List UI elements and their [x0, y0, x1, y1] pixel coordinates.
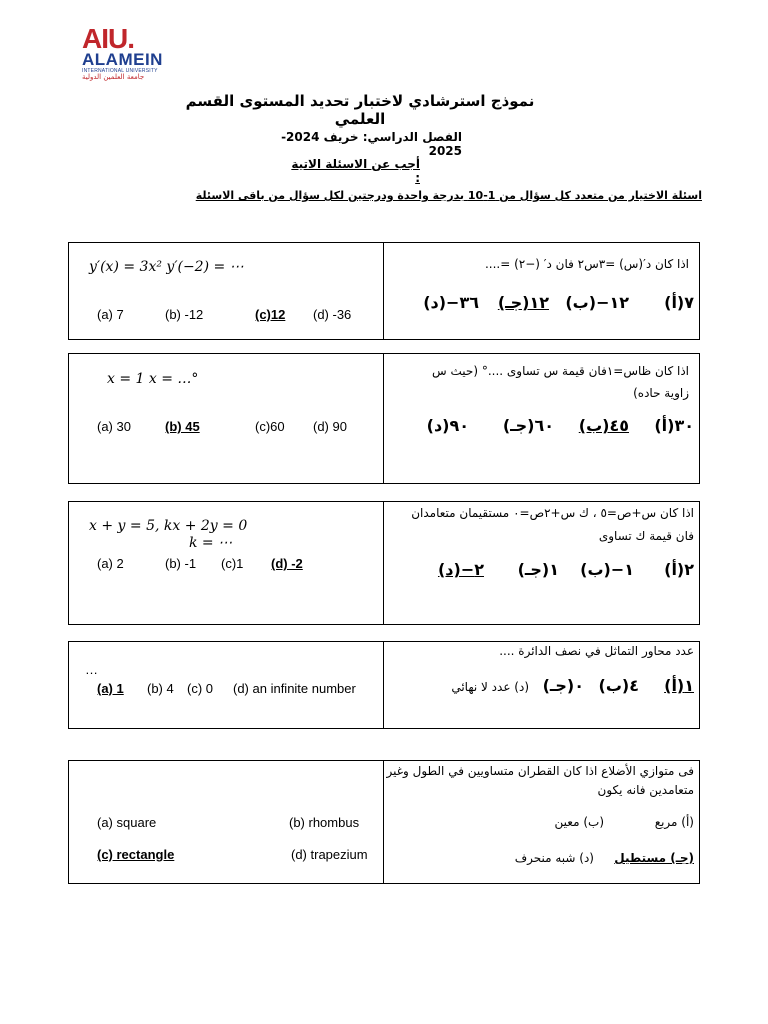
q4-ar-option-b: ٤(ب): [598, 676, 639, 695]
q2-ar-question: اذا كان ظاس=١فان قيمة س تساوى ....° (حيث س: [432, 364, 689, 378]
q5-ar-question: فى متوازي الأضلاع اذا كان القطران متساويين في الطول وغير: [386, 764, 694, 778]
q5-en-option-a: (a) square: [97, 815, 157, 830]
q4-en-expression: …: [85, 662, 98, 677]
question-box-2: [68, 353, 700, 484]
logo-alamein: ALAMEIN: [82, 50, 163, 69]
question-box-4: [68, 641, 700, 729]
semester-label: الفصل الدراسي: خريف 2024-2025: [281, 130, 462, 158]
q1-ar-question: اذا كان د′(س) =٣س٢ فان د′ (−٢) =....: [484, 257, 689, 271]
q4-en-option-c: (c) 0: [187, 681, 213, 696]
q3-ar-question: اذا كان س+ص=٥ ، ك س+٢ص=٠ مستقيمان متعامدان: [411, 506, 694, 520]
q5-en-option-c: (c) rectangle: [97, 847, 175, 862]
q1-en-option-a: (a) 7: [97, 307, 124, 322]
question-box-1: [68, 242, 700, 340]
q1-ar-option-b: ١٢−(ب): [565, 293, 629, 312]
q2-en-option-d: (d) 90: [313, 419, 347, 434]
q2-ar-option-d: ٩٠(د): [426, 416, 469, 435]
q2-ar-option-c: ٦٠(جـ): [502, 416, 554, 435]
instruction-label: أجب عن الاسئلة الاتية :: [291, 157, 420, 185]
divider: [383, 642, 384, 728]
q4-ar-option-a: ١(أ): [664, 676, 694, 695]
q3-en-option-c: (c)1: [221, 556, 244, 571]
q3-en-expression-line2: k = ⋯: [189, 535, 233, 551]
q2-en-expression: x = 1 x = …°: [107, 371, 199, 387]
q3-ar-option-a: ٢(أ): [664, 560, 694, 579]
q4-ar-question: عدد محاور التماثل في نصف الدائرة ....: [499, 644, 694, 658]
question-box-3: [68, 501, 700, 625]
q5-ar-option-b: (ب) معين: [554, 815, 604, 829]
q4-ar-option-c: ٠(جـ): [542, 676, 584, 695]
q3-ar-option-d: ٢−(د): [437, 560, 484, 579]
q5-ar-option-c: (جـ) مستطيل: [614, 851, 694, 865]
q3-en-expression: x + y = 5, kx + 2y = 0: [89, 518, 248, 534]
q2-en-option-c: (c)60: [255, 419, 285, 434]
q5-en-option-b: (b) rhombus: [289, 815, 360, 830]
q3-en-option-b: (b) -1: [165, 556, 197, 571]
q2-ar-question-line2: زاوية حاده): [633, 386, 689, 400]
q3-ar-option-c: ١(جـ): [517, 560, 559, 579]
q4-en-option-b: (b) 4: [147, 681, 174, 696]
divider: [383, 761, 384, 883]
q1-ar-option-c: ١٢(جـ): [497, 293, 549, 312]
divider: [383, 354, 384, 483]
q3-en-option-d: (d) -2: [271, 556, 303, 571]
q1-en-expression: y′(x) = 3x² y′(−2) = ⋯: [89, 259, 244, 275]
q3-en-option-a: (a) 2: [97, 556, 124, 571]
q2-en-option-a: (a) 30: [97, 419, 131, 434]
q3-ar-option-b: ١−(ب): [580, 560, 634, 579]
q5-ar-option-d: (د) شبه منحرف: [514, 851, 594, 865]
question-box-5: [68, 760, 700, 884]
logo-aiu: AIU.: [82, 23, 134, 54]
q5-ar-option-a: (أ) مربع: [654, 815, 694, 829]
q1-en-option-c: (c)12: [255, 307, 286, 322]
q5-en-option-d: (d) trapezium: [291, 847, 368, 862]
q2-ar-option-a: ٣٠(أ): [654, 416, 694, 435]
q1-en-option-b: (b) -12: [165, 307, 204, 322]
q1-en-option-d: (d) -36: [313, 307, 352, 322]
q2-en-option-b: (b) 45: [165, 419, 200, 434]
q1-ar-option-d: ٣٦−(د): [423, 293, 479, 312]
page-title: نموذج استرشادي لاختبار تحديد المستوى القسم العلمي: [185, 92, 535, 128]
mcq-note: اسئلة الاختيار من متعدد كل سؤال من 1-10 بدرجة واحدة ودرجتين لكل سؤال من باقى الاسئلة: [195, 189, 702, 202]
q1-ar-option-a: ٧(أ): [664, 293, 694, 312]
q4-en-option-a: (a) 1: [97, 681, 124, 696]
divider: [383, 502, 384, 624]
divider: [383, 243, 384, 339]
q3-ar-question-line2: فان قيمة ك تساوى: [598, 529, 694, 543]
q5-ar-question-line2: متعامدين فانه يكون: [597, 783, 694, 797]
q4-en-option-d: (d) an infinite number: [233, 681, 356, 696]
logo-intl: INTERNATIONAL UNIVERSITY: [82, 68, 158, 74]
q4-ar-option-d: (د) عدد لا نهائي: [451, 680, 529, 694]
logo-arabic: جامعة العلمين الدولية: [82, 73, 145, 81]
q2-ar-option-b: ٤٥(ب): [578, 416, 629, 435]
